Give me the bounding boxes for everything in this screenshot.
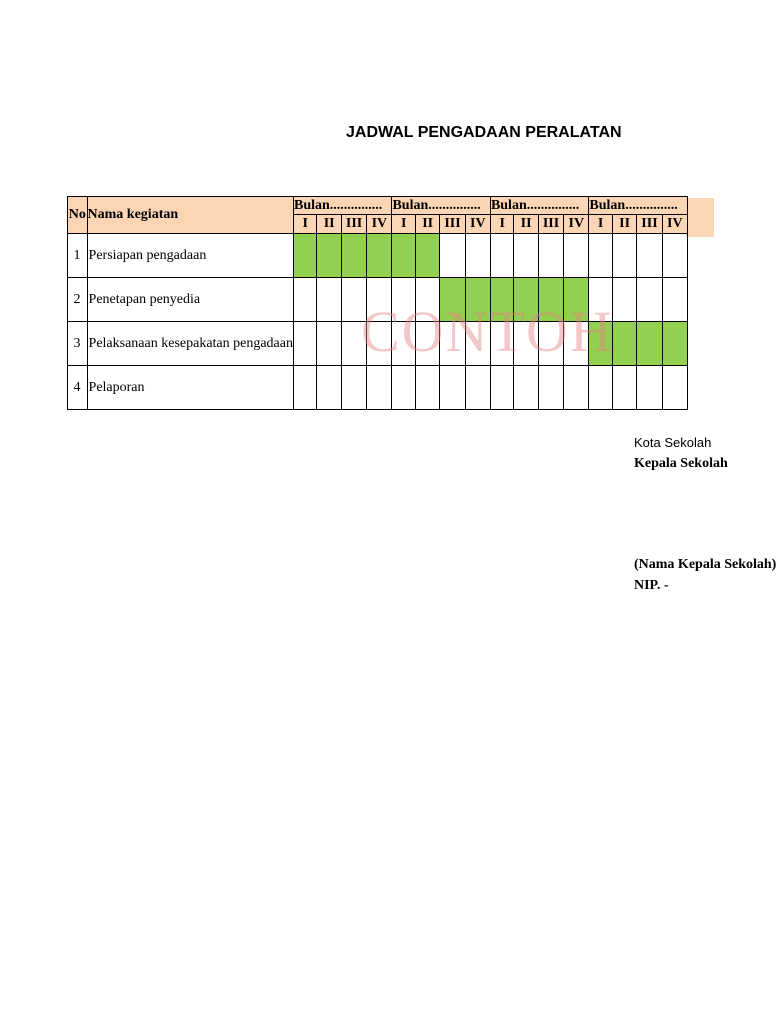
row-number: 2 xyxy=(68,278,88,322)
signature-place: Kota Sekolah xyxy=(634,435,712,450)
schedule-cell-empty xyxy=(317,278,341,322)
header-week: IV xyxy=(564,215,589,234)
schedule-cell-empty xyxy=(367,366,392,410)
schedule-cell-empty xyxy=(612,278,636,322)
schedule-cell-empty xyxy=(490,234,513,278)
schedule-cell-empty xyxy=(317,366,341,410)
schedule-cell-empty xyxy=(564,322,589,366)
schedule-cell-filled xyxy=(392,234,415,278)
schedule-cell-empty xyxy=(415,322,439,366)
header-week: II xyxy=(514,215,538,234)
schedule-cell-empty xyxy=(415,278,439,322)
header-week: I xyxy=(294,215,317,234)
header-activity-name: Nama kegiatan xyxy=(87,197,293,234)
schedule-cell-empty xyxy=(637,366,662,410)
header-week: I xyxy=(392,215,415,234)
header-week: I xyxy=(490,215,513,234)
header-week: I xyxy=(589,215,612,234)
schedule-cell-empty xyxy=(465,322,490,366)
schedule-cell-empty xyxy=(564,366,589,410)
schedule-cell-empty xyxy=(589,234,612,278)
schedule-cell-empty xyxy=(341,278,366,322)
activity-name-cell xyxy=(87,366,293,410)
row-number: 4 xyxy=(68,366,88,410)
schedule-cell-empty xyxy=(392,366,415,410)
schedule-cell-filled xyxy=(662,322,687,366)
header-no: No xyxy=(68,197,88,234)
header-week: II xyxy=(415,215,439,234)
schedule-cell-filled xyxy=(367,234,392,278)
header-week: II xyxy=(612,215,636,234)
schedule-cell-empty xyxy=(294,366,317,410)
schedule-cell-filled xyxy=(341,234,366,278)
schedule-cell-empty xyxy=(662,278,687,322)
header-week: III xyxy=(341,215,366,234)
schedule-cell-empty xyxy=(637,278,662,322)
header-month: Bulan............... xyxy=(392,197,490,215)
schedule-cell-empty xyxy=(440,322,465,366)
header-week: III xyxy=(538,215,563,234)
signature-name: (Nama Kepala Sekolah) xyxy=(634,557,776,572)
schedule-cell-empty xyxy=(662,234,687,278)
schedule-cell-empty xyxy=(415,366,439,410)
signature-nip: NIP. - xyxy=(634,578,669,593)
schedule-cell-filled xyxy=(415,234,439,278)
schedule-cell-empty xyxy=(341,366,366,410)
schedule-cell-empty xyxy=(490,366,513,410)
schedule-cell-empty xyxy=(612,366,636,410)
header-week: IV xyxy=(465,215,490,234)
schedule-cell-empty xyxy=(440,234,465,278)
schedule-cell-empty xyxy=(589,366,612,410)
header-week: III xyxy=(440,215,465,234)
header-month: Bulan............... xyxy=(589,197,688,215)
schedule-cell-filled xyxy=(465,278,490,322)
schedule-table xyxy=(67,196,688,410)
schedule-cell-empty xyxy=(538,366,563,410)
schedule-table-container xyxy=(67,196,688,414)
activity-name: Penetapan penyedia xyxy=(88,291,201,307)
page-title: JADWAL PENGADAAN PERALATAN xyxy=(346,124,622,141)
schedule-cell-filled xyxy=(564,278,589,322)
table-row xyxy=(68,366,688,410)
table-row xyxy=(68,278,688,322)
schedule-cell-empty xyxy=(317,322,341,366)
schedule-cell-filled xyxy=(294,234,317,278)
schedule-cell-filled xyxy=(637,322,662,366)
schedule-cell-empty xyxy=(367,278,392,322)
header-week: IV xyxy=(367,215,392,234)
row-number: 3 xyxy=(68,322,88,366)
schedule-cell-empty xyxy=(514,234,538,278)
schedule-cell-empty xyxy=(367,322,392,366)
schedule-cell-empty xyxy=(564,234,589,278)
row-number: 1 xyxy=(68,234,88,278)
schedule-cell-empty xyxy=(392,322,415,366)
schedule-cell-filled xyxy=(514,278,538,322)
schedule-cell-empty xyxy=(538,322,563,366)
schedule-cell-filled xyxy=(538,278,563,322)
header-week: IV xyxy=(662,215,687,234)
schedule-cell-empty xyxy=(440,366,465,410)
schedule-cell-empty xyxy=(294,322,317,366)
schedule-cell-empty xyxy=(589,278,612,322)
activity-name: Pelaporan xyxy=(88,379,145,395)
schedule-cell-empty xyxy=(514,366,538,410)
schedule-cell-filled xyxy=(589,322,612,366)
schedule-cell-empty xyxy=(341,322,366,366)
schedule-cell-empty xyxy=(465,366,490,410)
schedule-cell-filled xyxy=(317,234,341,278)
signature-role: Kepala Sekolah xyxy=(634,456,728,471)
header-week: II xyxy=(317,215,341,234)
activity-name: Persiapan pengadaan xyxy=(88,247,207,263)
schedule-cell-empty xyxy=(538,234,563,278)
schedule-cell-empty xyxy=(514,322,538,366)
header-month: Bulan............... xyxy=(294,197,392,215)
schedule-cell-empty xyxy=(662,366,687,410)
schedule-cell-empty xyxy=(490,322,513,366)
schedule-cell-empty xyxy=(392,278,415,322)
watermark-text: CONTOH xyxy=(361,299,614,364)
activity-name-cell xyxy=(87,234,293,278)
header-fill-overflow xyxy=(686,198,714,237)
schedule-cell-filled xyxy=(490,278,513,322)
schedule-cell-filled xyxy=(612,322,636,366)
table-row xyxy=(68,322,688,366)
activity-name-cell xyxy=(87,278,293,322)
schedule-cell-empty xyxy=(637,234,662,278)
header-week: III xyxy=(637,215,662,234)
header-month: Bulan............... xyxy=(490,197,588,215)
activity-name: Pelaksanaan kesepakatan pengadaan xyxy=(88,335,293,351)
activity-name-cell xyxy=(87,322,293,366)
schedule-cell-empty xyxy=(294,278,317,322)
schedule-cell-empty xyxy=(612,234,636,278)
schedule-cell-empty xyxy=(465,234,490,278)
schedule-cell-filled xyxy=(440,278,465,322)
table-row xyxy=(68,234,688,278)
